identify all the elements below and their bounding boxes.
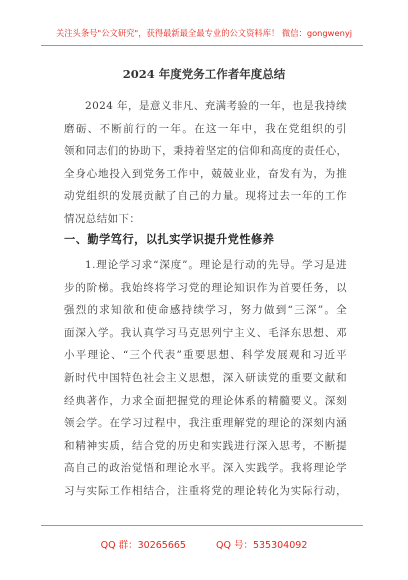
- paragraph-line: 习与实际工作相结合，注重将党的理论转化为实际行动，: [64, 484, 347, 497]
- paragraph-line: 动党组织的发展贡献了自己的力量。现将过去一年的工作: [64, 190, 347, 203]
- footer-contact: [0, 537, 408, 551]
- header-banner: 关注头条号"公文研究"，获得最新最全最专业的公文资料库！ 微信：gongwenyj: [55, 28, 353, 38]
- paragraph-line: 全身心地投入到党务工作中，兢兢业业，奋发有为，为推: [64, 167, 347, 180]
- section-heading: 一、勤学笃行，以扎实学识提升党性修养: [64, 233, 275, 246]
- paragraph-line: 面深入学。我认真学习马克思列宁主义、毛泽东思想、邓: [64, 326, 347, 339]
- paragraph-line: 磨砺、不断前行的一年。在这一年中，我在党组织的引: [64, 122, 347, 135]
- section1-paragraph: [64, 254, 347, 503]
- paragraph-line: 步的阶梯。我始终将学习党的理论知识作为首要任务，以: [64, 281, 347, 294]
- paragraph-line: 高自己的政治觉悟和理论水平。深入实践学。我将理论学: [64, 462, 347, 475]
- paragraph-line: 和精神实质，结合党的历史和实践进行深入思考，不断提: [64, 439, 347, 452]
- footer-divider: [41, 525, 363, 526]
- paragraph-line: 强烈的求知欲和使命感持续学习，努力做到“三深”。全: [64, 304, 347, 317]
- document-title: 2024 年度党务工作者年度总结: [122, 67, 286, 81]
- paragraph-line: 1.理论学习求“深度”。理论是行动的先导。学习是进: [85, 259, 347, 271]
- paragraph-line: 领会学。在学习过程中，我注重理解党的理论的深刻内涵: [64, 417, 347, 430]
- footer-qq-group: QQ 群：30265665: [100, 540, 186, 551]
- paragraph-line: 2024 年，是意义非凡、充满考验的一年，也是我持续: [85, 100, 347, 112]
- footer-qq-number: QQ 号：535304092: [215, 540, 308, 551]
- paragraph-line: 新时代中国特色社会主义思想，深入研读党的重要文献和: [64, 371, 347, 384]
- paragraph-line: 情况总结如下：: [64, 212, 141, 225]
- intro-paragraph: [64, 95, 347, 231]
- paragraph-line: 小平理论、“三个代表”重要思想、科学发展观和习近平: [64, 349, 347, 362]
- header-divider: [41, 45, 363, 46]
- paragraph-line: 领和同志们的协助下，秉持着坚定的信仰和高度的责任心，: [64, 145, 347, 158]
- paragraph-line: 经典著作，力求全面把握党的理论体系的精髓要义。深刻: [64, 394, 347, 407]
